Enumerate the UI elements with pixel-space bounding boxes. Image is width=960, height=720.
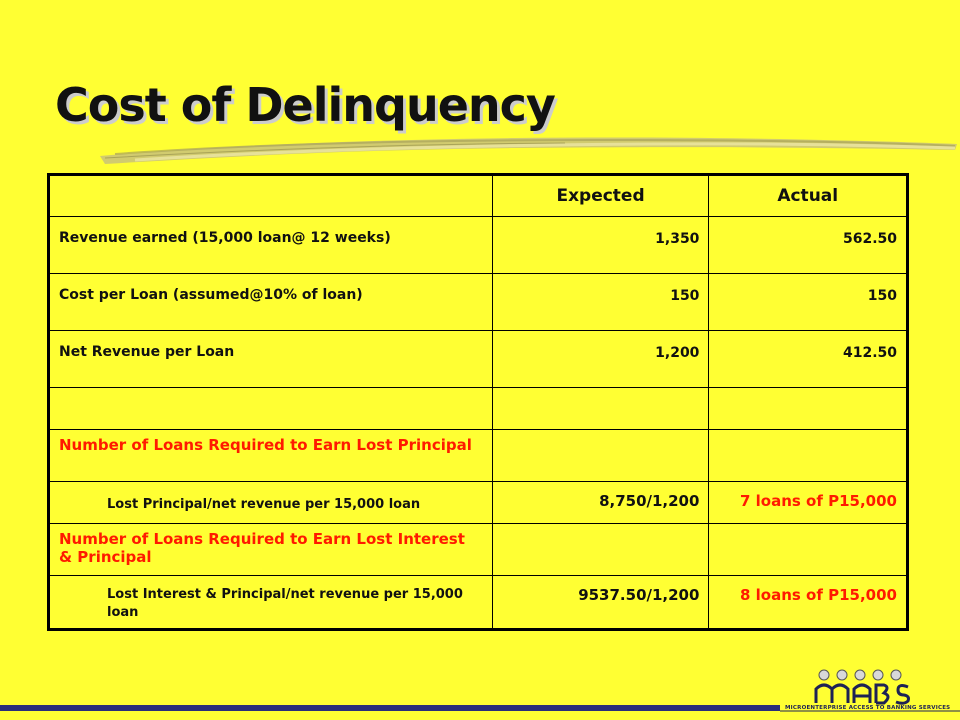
section-label-lost-interest-principal: Number of Loans Required to Earn Lost Interest & Principal [49,524,493,576]
slide-title: Cost of Delinquency [55,78,555,132]
row-expected-value: 1,200 [492,331,709,388]
sub-row-expected-value: 9537.50/1,200 [492,576,709,630]
delinquency-cost-table [47,173,909,631]
row-actual-value [709,388,908,430]
mabs-logo-mark [780,665,960,720]
table-row-section [49,430,908,482]
sub-row-actual-value: 7 loans of P15,000 [709,482,908,524]
header-cell-expected: Expected [492,175,709,217]
section-label-lost-principal: Number of Loans Required to Earn Lost Principal [49,430,493,482]
mabs-logo [780,665,960,720]
row-actual-value [709,430,908,482]
row-actual-value: 412.50 [709,331,908,388]
table-row [49,217,908,274]
row-expected-value: 150 [492,274,709,331]
table-row [49,274,908,331]
sub-row-expected-value: 8,750/1,200 [492,482,709,524]
row-actual-value: 562.50 [709,217,908,274]
header-cell-label [49,175,493,217]
logo-tagline: MICROENTERPRISE ACCESS TO BANKING SERVICES [785,705,951,711]
row-expected-value [492,524,709,576]
row-label: Cost per Loan (assumed@10% of loan) [49,274,493,331]
row-label: Net Revenue per Loan [49,331,493,388]
row-expected-value [492,388,709,430]
row-label [49,388,493,430]
row-actual-value [709,524,908,576]
sub-row-actual-value: 8 loans of P15,000 [709,576,908,630]
table-row-sub [49,576,908,630]
table-row-section [49,524,908,576]
footer-bar [0,705,780,711]
row-expected-value [492,430,709,482]
table-row-empty [49,388,908,430]
row-label: Revenue earned (15,000 loan@ 12 weeks) [49,217,493,274]
brush-stroke-underline [95,128,960,170]
row-actual-value: 150 [709,274,908,331]
sub-row-label: Lost Interest & Principal/net revenue per 15,000 loan [49,576,493,630]
sub-row-label: Lost Principal/net revenue per 15,000 loan [49,482,493,524]
table-row-sub [49,482,908,524]
row-expected-value: 1,350 [492,217,709,274]
table-row [49,331,908,388]
header-cell-actual: Actual [709,175,908,217]
table-header-row [49,175,908,217]
